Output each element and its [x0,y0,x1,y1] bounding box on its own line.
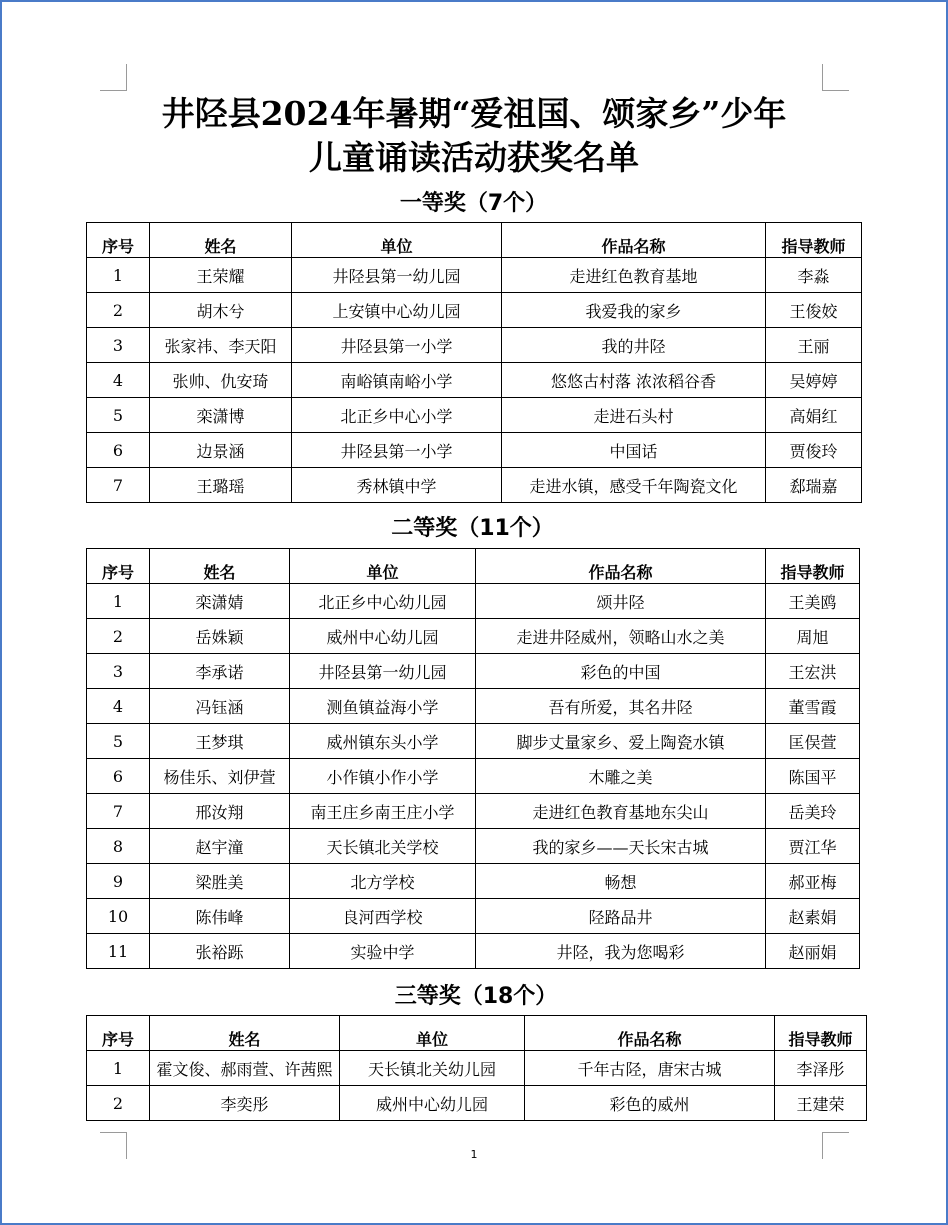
cell-name: 李承诺 [150,654,290,689]
cell-name: 霍文俊、郝雨萱、许茜熙 [150,1051,340,1086]
cell-unit: 北正乡中心小学 [292,398,502,433]
cell-teacher: 王俊姣 [766,293,862,328]
table-row [87,934,860,969]
cell-teacher: 高娟红 [766,398,862,433]
cell-seq: 3 [87,328,150,363]
cell-seq: 8 [87,829,150,864]
cell-seq: 5 [87,724,150,759]
cell-work: 中国话 [502,433,766,468]
cell-work: 陉路品井 [476,899,766,934]
cell-work: 脚步丈量家乡、爱上陶瓷水镇 [476,724,766,759]
cell-seq: 7 [87,468,150,503]
cell-name: 杨佳乐、刘伊萱 [150,759,290,794]
cell-work: 走进水镇，感受千年陶瓷文化 [502,468,766,503]
cell-name: 岳姝颖 [150,619,290,654]
cell-name: 王梦琪 [150,724,290,759]
cell-unit: 威州镇东头小学 [290,724,476,759]
table-row [87,899,860,934]
table-row [87,619,860,654]
cell-unit: 南峪镇南峪小学 [292,363,502,398]
second-prize-table [86,548,860,969]
cell-teacher: 陈国平 [766,759,860,794]
cell-work: 我爱我的家乡 [502,293,766,328]
cell-seq: 10 [87,899,150,934]
cell-work: 我的井陉 [502,328,766,363]
cell-teacher: 李泽彤 [775,1051,867,1086]
cell-work: 走进红色教育基地 [502,258,766,293]
cell-name: 张帅、仇安琦 [150,363,292,398]
cell-teacher: 李淼 [766,258,862,293]
table-header-row [87,549,860,584]
header-name: 姓名 [150,549,290,584]
cell-unit: 天长镇北关学校 [290,829,476,864]
table-row [87,1051,867,1086]
second-prize-heading: 二等奖（11个） [391,516,554,541]
cell-unit: 井陉县第一小学 [292,328,502,363]
document-title-line1: 井陉县2024年暑期“爱祖国、颂家乡”少年 [161,94,787,133]
cell-unit: 秀林镇中学 [292,468,502,503]
cell-teacher: 贾江华 [766,829,860,864]
cell-work: 畅想 [476,864,766,899]
cell-name: 胡木兮 [150,293,292,328]
cell-seq: 3 [87,654,150,689]
cell-work: 我的家乡——天长宋古城 [476,829,766,864]
cell-teacher: 赵丽娟 [766,934,860,969]
cell-work: 走进石头村 [502,398,766,433]
table-row [87,363,862,398]
cell-seq: 2 [87,293,150,328]
header-teacher: 指导教师 [766,549,860,584]
header-work: 作品名称 [476,549,766,584]
margin-mark-top-right [822,64,849,91]
table-row [87,398,862,433]
cell-name: 陈伟峰 [150,899,290,934]
cell-work: 走进红色教育基地东尖山 [476,794,766,829]
cell-teacher: 郄瑞嘉 [766,468,862,503]
cell-teacher: 王美鸥 [766,584,860,619]
cell-seq: 6 [87,759,150,794]
third-prize-table [86,1015,867,1121]
cell-unit: 北方学校 [290,864,476,899]
cell-unit: 井陉县第一幼儿园 [290,654,476,689]
header-teacher: 指导教师 [766,223,862,258]
cell-unit: 威州中心幼儿园 [340,1086,525,1121]
cell-work: 彩色的中国 [476,654,766,689]
cell-name: 王荣耀 [150,258,292,293]
header-work: 作品名称 [502,223,766,258]
header-name: 姓名 [150,223,292,258]
cell-teacher: 董雪霞 [766,689,860,724]
header-teacher: 指导教师 [775,1016,867,1051]
header-unit: 单位 [340,1016,525,1051]
cell-work: 吾有所爱，其名井陉 [476,689,766,724]
cell-seq: 6 [87,433,150,468]
cell-teacher: 吴婷婷 [766,363,862,398]
cell-teacher: 郝亚梅 [766,864,860,899]
cell-unit: 井陉县第一幼儿园 [292,258,502,293]
header-seq: 序号 [87,1016,150,1051]
margin-mark-top-left [100,64,127,91]
cell-unit: 威州中心幼儿园 [290,619,476,654]
table-row [87,864,860,899]
header-seq: 序号 [87,549,150,584]
cell-seq: 5 [87,398,150,433]
cell-seq: 2 [87,1086,150,1121]
table-row [87,293,862,328]
cell-work: 颂井陉 [476,584,766,619]
cell-teacher: 匡俣萱 [766,724,860,759]
cell-unit: 实验中学 [290,934,476,969]
third-prize-heading: 三等奖（18个） [394,984,558,1009]
cell-unit: 井陉县第一小学 [292,433,502,468]
table-header-row [87,223,862,258]
cell-unit: 小作镇小作小学 [290,759,476,794]
table-row [87,258,862,293]
table-row [87,468,862,503]
cell-name: 冯钰涵 [150,689,290,724]
cell-seq: 1 [87,258,150,293]
table-row [87,654,860,689]
table-row [87,1086,867,1121]
table-row [87,584,860,619]
cell-teacher: 贾俊玲 [766,433,862,468]
table-row [87,794,860,829]
first-prize-table [86,222,862,503]
cell-seq: 1 [87,1051,150,1086]
cell-name: 边景涵 [150,433,292,468]
cell-teacher: 赵素娟 [766,899,860,934]
cell-work: 井陉，我为您喝彩 [476,934,766,969]
cell-teacher: 周旭 [766,619,860,654]
cell-unit: 南王庄乡南王庄小学 [290,794,476,829]
cell-seq: 7 [87,794,150,829]
cell-name: 张家祎、李天阳 [150,328,292,363]
document-title-line2: 儿童诵读活动获奖名单 [309,138,639,177]
table-row [87,433,862,468]
cell-name: 栾潇婧 [150,584,290,619]
cell-work: 彩色的威州 [525,1086,775,1121]
cell-work: 走进井陉威州，领略山水之美 [476,619,766,654]
table-row [87,689,860,724]
cell-name: 赵宇潼 [150,829,290,864]
table-row [87,724,860,759]
cell-work: 千年古陉，唐宋古城 [525,1051,775,1086]
cell-unit: 天长镇北关幼儿园 [340,1051,525,1086]
cell-unit: 测鱼镇益海小学 [290,689,476,724]
header-work: 作品名称 [525,1016,775,1051]
cell-seq: 9 [87,864,150,899]
header-unit: 单位 [292,223,502,258]
cell-name: 王璐瑶 [150,468,292,503]
cell-teacher: 王丽 [766,328,862,363]
cell-teacher: 岳美玲 [766,794,860,829]
cell-name: 李奕彤 [150,1086,340,1121]
cell-unit: 良河西学校 [290,899,476,934]
page-number: 1 [470,1148,478,1161]
cell-seq: 2 [87,619,150,654]
cell-seq: 4 [87,689,150,724]
cell-name: 邢汝翔 [150,794,290,829]
header-unit: 单位 [290,549,476,584]
table-row [87,829,860,864]
header-name: 姓名 [150,1016,340,1051]
cell-seq: 11 [87,934,150,969]
cell-name: 梁胜美 [150,864,290,899]
cell-name: 栾潇博 [150,398,292,433]
cell-work: 悠悠古村落 浓浓稻谷香 [502,363,766,398]
table-row [87,328,862,363]
header-seq: 序号 [87,223,150,258]
cell-name: 张裕跞 [150,934,290,969]
cell-unit: 上安镇中心幼儿园 [292,293,502,328]
cell-seq: 4 [87,363,150,398]
cell-work: 木雕之美 [476,759,766,794]
cell-teacher: 王建荣 [775,1086,867,1121]
first-prize-heading: 一等奖（7个） [399,191,548,216]
cell-unit: 北正乡中心幼儿园 [290,584,476,619]
table-header-row [87,1016,867,1051]
cell-teacher: 王宏洪 [766,654,860,689]
cell-seq: 1 [87,584,150,619]
table-row [87,759,860,794]
